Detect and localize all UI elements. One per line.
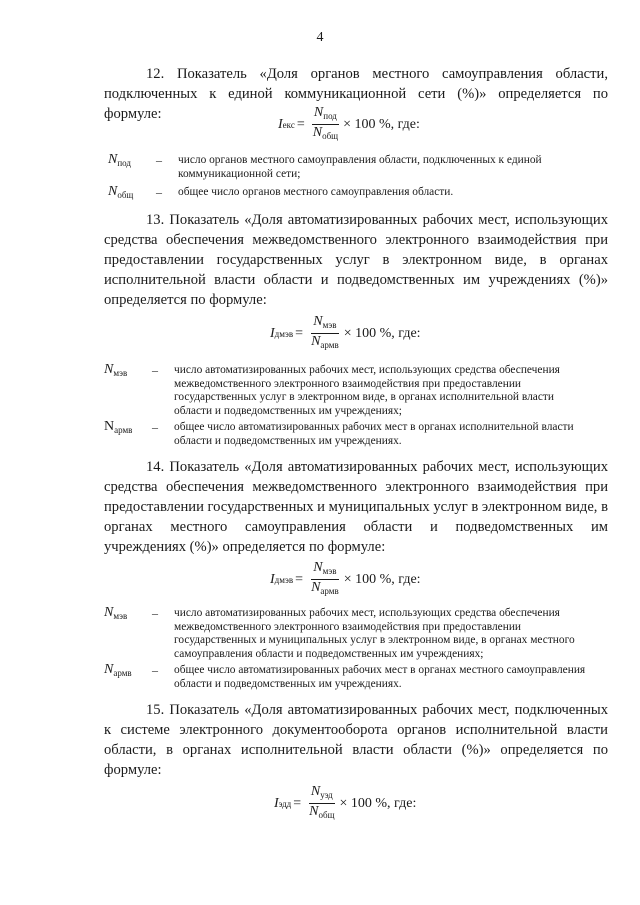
formula-15: I эдд = $\frac{N_{уэд}}{N_{общ}}$ × 100 %, где: [274,784,416,823]
formula-tail: × 100 %, где: [343,116,420,132]
paragraph-13: 13. Показатель «Доля автоматизированных рабочих мест, использующих средства обеспечения межведомственного электронного взаимодействия при предоставлении государственных услуг в электронном виде, в органах исполнительной власти области и подведомственных им учреждениях (%)» определяется по формуле: [104,212,608,308]
def-text: число автоматизированных рабочих мест, использующих средства обеспечения межведомственного электронного взаимодействия при предоставлении государственных и муниципальных услуг в электронном виде, в органах местного самоуправления области и подведомственных им учреждениях; [174,607,575,660]
formula-fraction: $\frac{N_{мэв}}{N_{армв}}$ [311,560,339,596]
formula-lhs-sub: екс [282,119,295,130]
formula-tail: × 100 %, где: [343,325,421,341]
formula-fraction: $\frac{N_{под}}{N_{общ}}$ [312,105,339,141]
def-dash: – [152,363,158,377]
def-symbol: $N_{армв}$ [104,419,133,435]
def-dash: – [152,606,158,620]
def-text: число автоматизированных рабочих мест, использующих средства обеспечения межведомственного электронного взаимодействия при предоставлении государственных услуг в электронном виде, в органах исполнительной власти области и подведомственных им учреждениях; [174,364,560,417]
def-text: общее число автоматизированных рабочих мест в органах исполнительной власти области и подведомственных им учреждениях. [174,421,574,447]
formula-fraction: $\frac{N_{мэв}}{N_{армв}}$ [311,314,339,350]
def-symbol: $N_{под}$ [108,152,131,168]
page-number: 4 [316,30,324,45]
def-symbol: $N_{общ}$ [108,184,134,200]
formula-13: I дмэв = $\frac{N_{мэв}}{N_{армв}}$ × 100 %, где: [270,314,421,353]
paragraph-12: 12. Показатель «Доля органов местного самоуправления области, подключенных к единой коммуникационной сети (%)» определяется по формуле: [104,66,608,122]
def-text: общее число органов местного самоуправления области. [178,186,454,198]
def-dash: – [152,420,158,434]
formula-tail: × 100 %, где: [339,795,417,811]
def-dash: – [156,185,162,199]
formula-14: I дмэв = $\frac{N_{мэв}}{N_{армв}}$ × 100 %, где: [270,560,421,599]
formula-fraction: $\frac{N_{уэд}}{N_{общ}}$ [309,784,335,820]
def-text: число органов местного самоуправления области, подключенных к единой коммуникационной сети; [178,154,542,180]
formula-lhs: I [278,116,283,132]
def-symbol: $N_{армв}$ [104,662,132,678]
formula-tail: × 100 %, где: [343,571,421,587]
def-symbol: $N_{мэв}$ [104,362,128,378]
def-dash: – [152,663,158,677]
formula-12: I екс = $\frac{N_{под}}{N_{общ}}$ × 100 %, где: [278,105,420,144]
paragraph-15: 15. Показатель «Доля автоматизированных рабочих мест, подключенных к системе электронного документооборота органов исполнительной власти области, в органах исполнительной власти области (%)» определяется по формуле: [104,702,608,778]
def-text: общее число автоматизированных рабочих мест в органах местного самоуправления области и подведомственных им учреждениях. [174,664,586,690]
def-dash: – [156,153,162,167]
paragraph-14: 14. Показатель «Доля автоматизированных рабочих мест, использующих средства обеспечения межведомственного электронного взаимодействия при предоставлении государственных и муниципальных услуг в электронном виде, в органах местного самоуправления области и подведомственных им учреждениях (%)» определяется по формуле: [104,459,608,555]
def-symbol: $N_{мэв}$ [104,605,128,621]
